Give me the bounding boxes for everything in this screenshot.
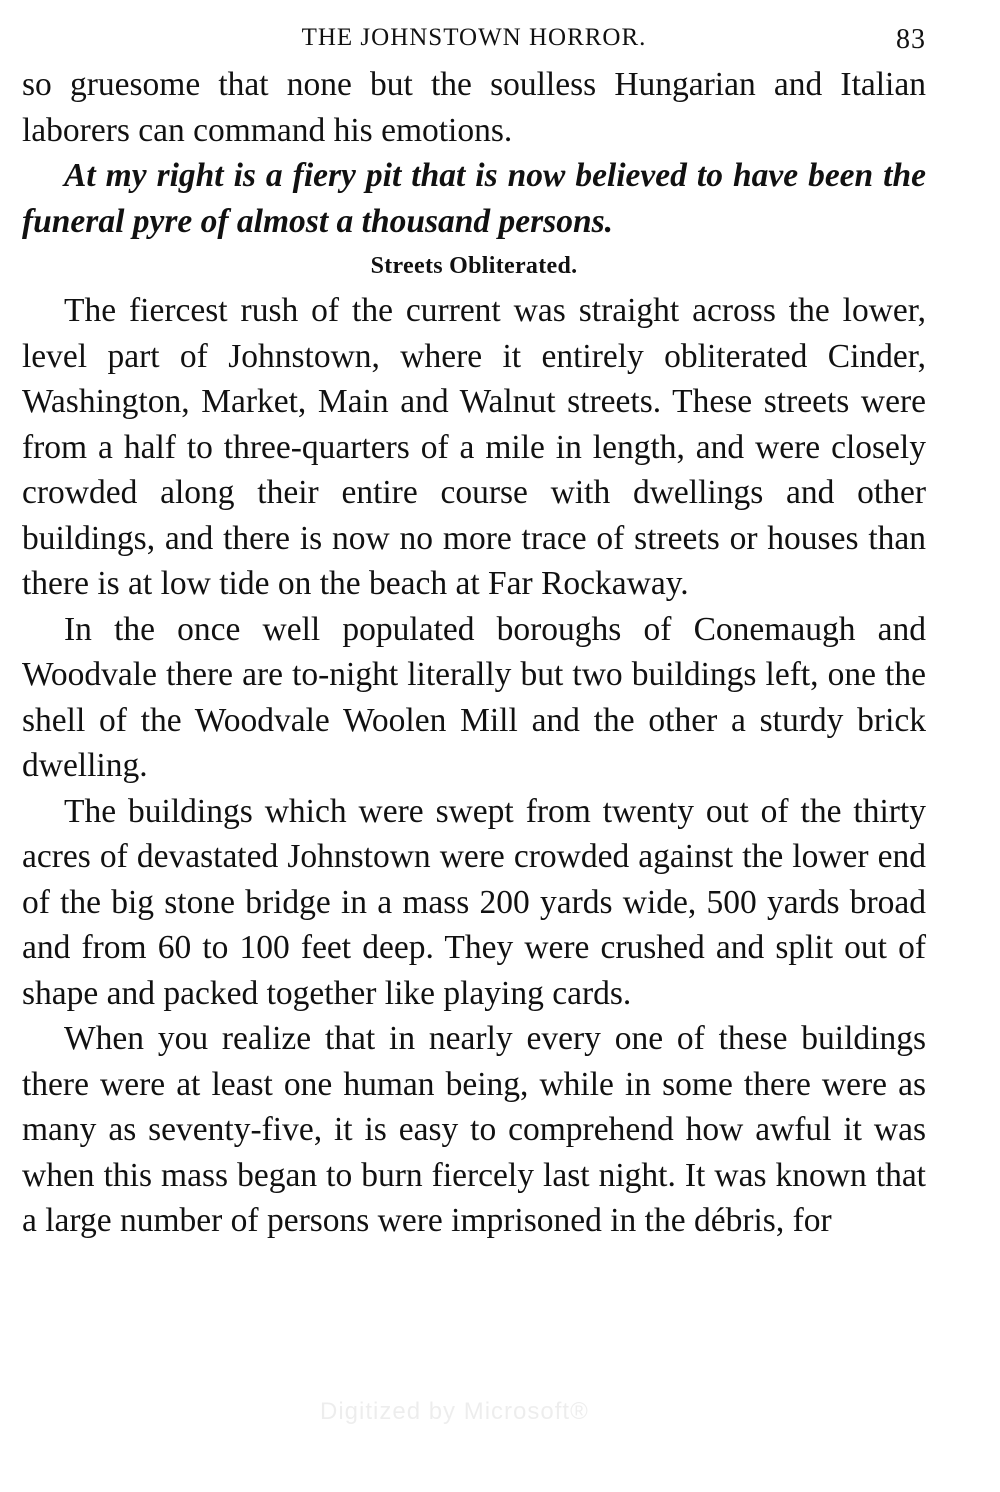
paragraph-buildings: The buildings which were swept from twenty out of the thirty acres of devastated Johnstown were crowded against the lower end of the big stone bridge in a mass 200 yards wide, 500 yards broad and from 60 to 100 feet deep. They were crushed and split out of shape and packed together like playing cards. — [22, 792, 926, 1012]
paragraph-streets: The fiercest rush of the current was straight across the lower, level part of Johnstown, where it entirely obliterated Cinder, Washington, Market, Main and Walnut streets. These streets were from a half to three-quarters of a mile in length, and were closely crowded along their entire course with dwellings and other buildings, and there is now no more trace of streets or houses than there is at low tide on the beach at Far Rockaway. — [22, 292, 926, 602]
paragraph-realize: When you realize that in nearly every one of these buildings there were at least one human being, while in some there were as many as seventy-five, it is easy to comprehend how awful it was when this mass began to burn fiercely last night. It was known that a large number of persons were imprisoned in the débris, for — [22, 1020, 926, 1239]
italic-paragraph: At my right is a fiery pit that is now believed to have been the funeral pyre of almost a thousand persons. — [22, 157, 926, 240]
paragraph-boroughs: In the once well populated boroughs of Conemaugh and Woodvale there are to-night literally but two buildings left, one the shell of the Woodvale Woolen Mill and the other a sturdy brick dwelling. — [22, 610, 926, 784]
body-text — [22, 62, 926, 1244]
paragraph-continuation: so gruesome that none but the soulless Hungarian and Italian laborers can command his emotions. — [22, 66, 926, 149]
section-subheading: Streets Obliterated. — [370, 253, 578, 279]
page-number: 83 — [896, 24, 926, 55]
book-page — [22, 18, 926, 1478]
running-head — [22, 18, 926, 62]
watermark: Digitized by Microsoft® — [320, 1398, 589, 1425]
running-title: THE JOHNSTOWN HORROR. — [301, 24, 647, 51]
